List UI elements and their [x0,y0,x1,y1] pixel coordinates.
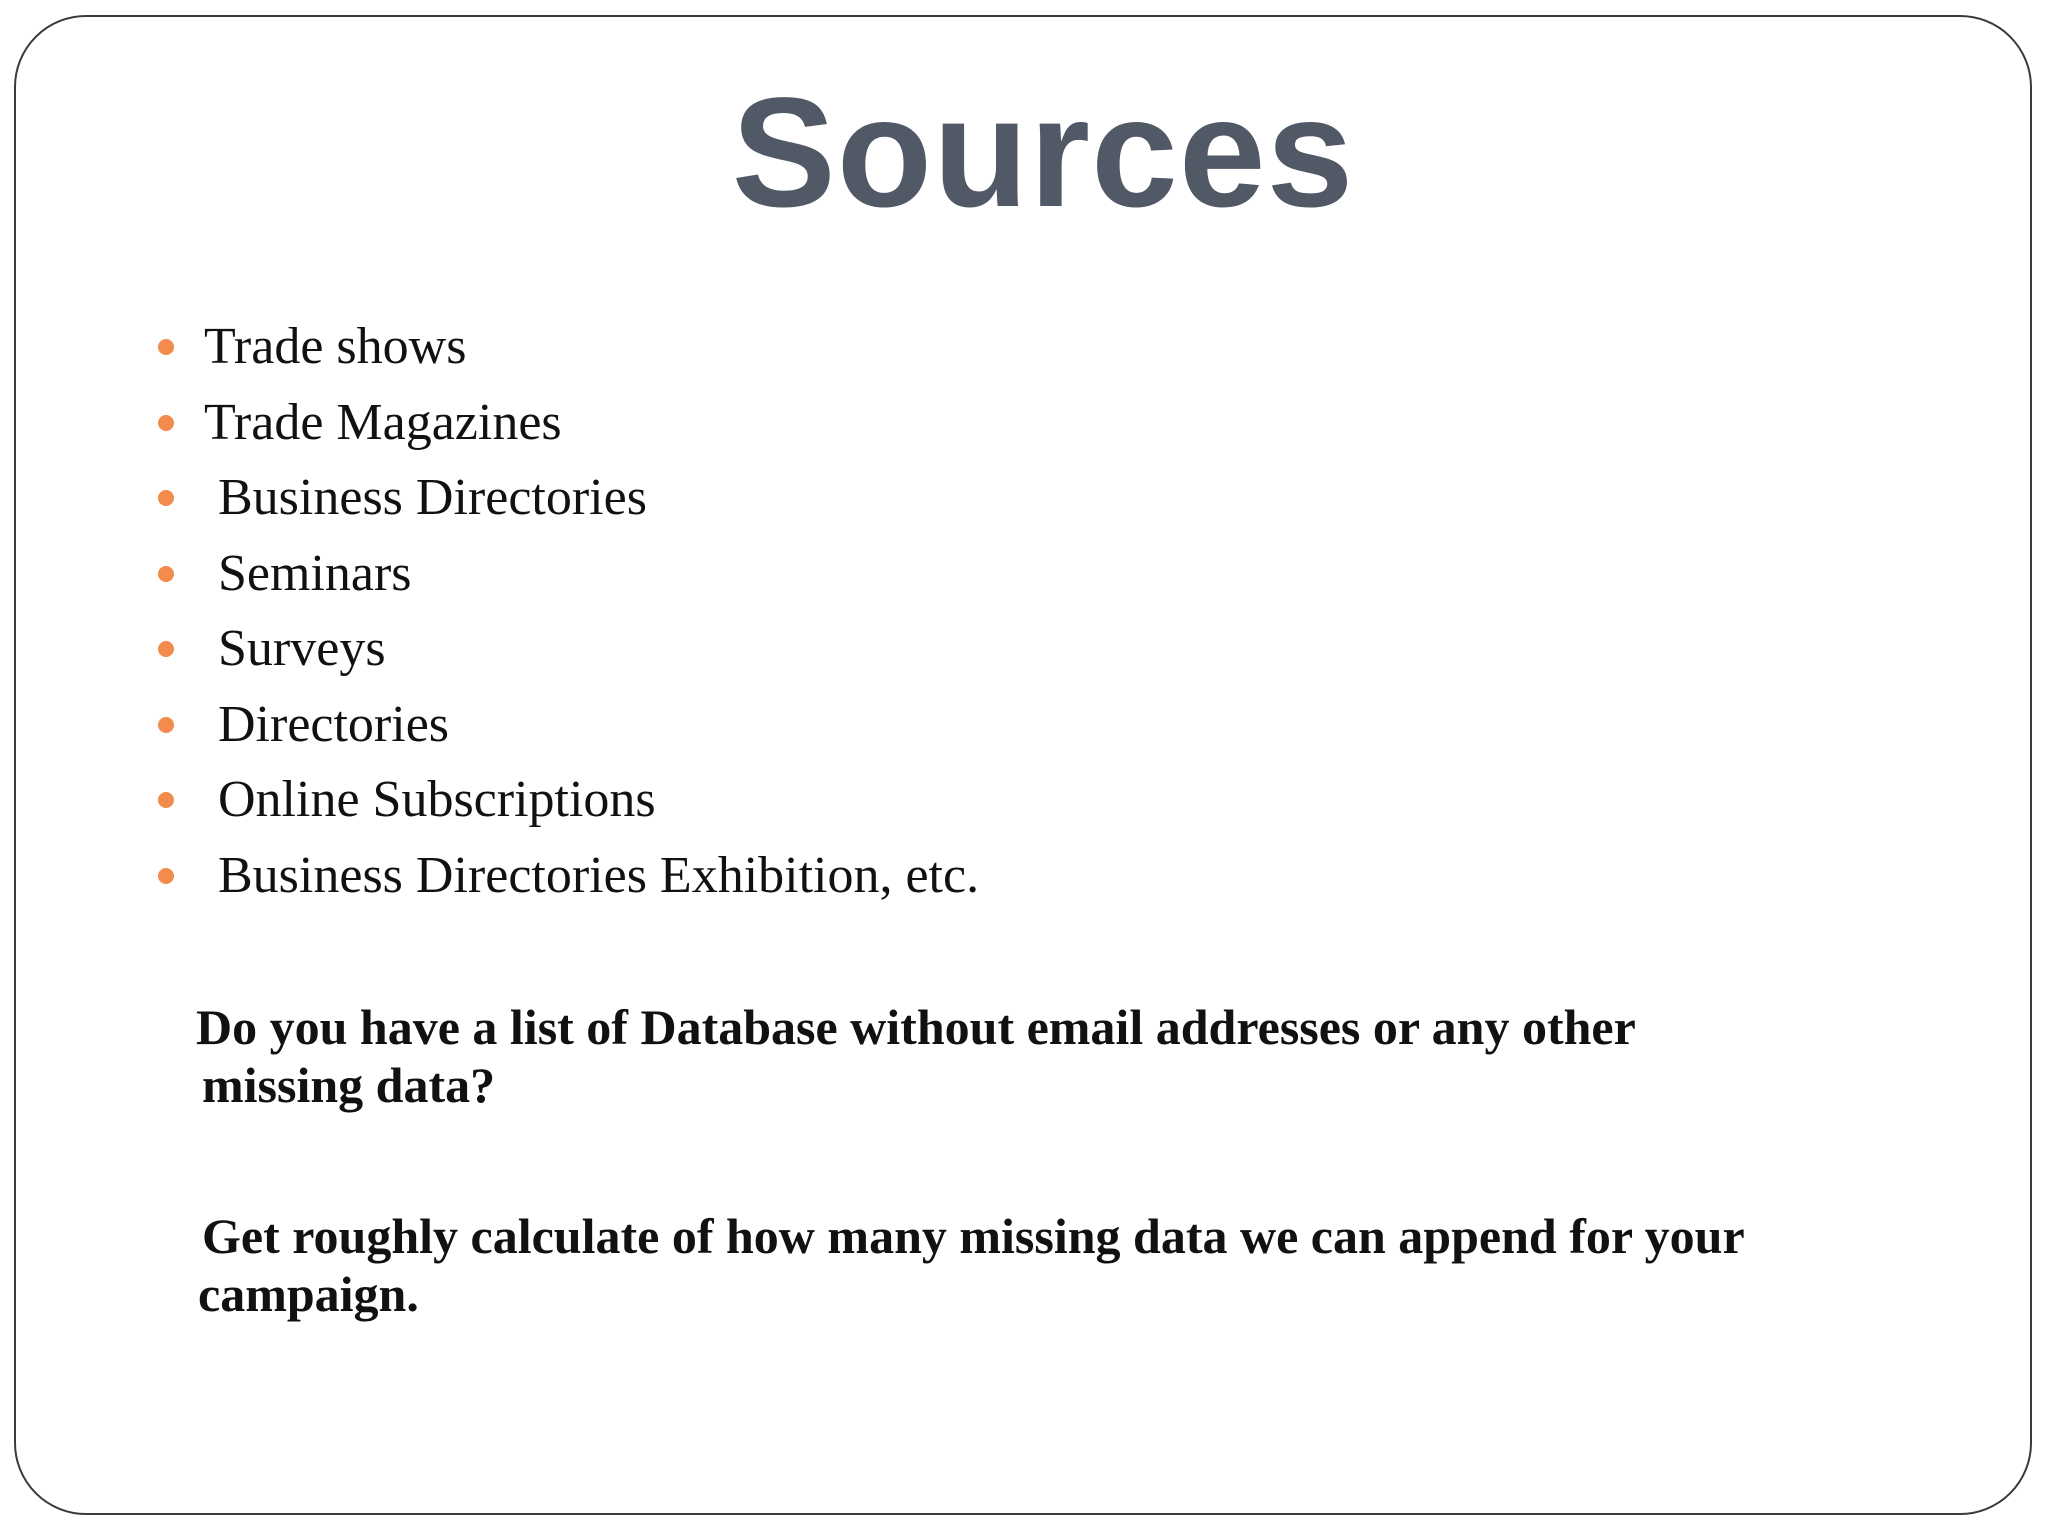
bullet-dot-icon [158,339,174,355]
database-question-paragraph [196,998,1916,1114]
bullet-dot-icon [158,717,174,733]
bullet-dot-icon [158,566,174,582]
bullet-dot-icon [158,415,174,431]
bullet-text: Directories [218,695,450,753]
bullet-dot-icon [158,490,174,506]
paragraph-line: missing data? [202,1057,496,1113]
bullet-dot-icon [158,641,174,657]
paragraph-line: Do you have a list of Database without email addresses or any other [196,999,1636,1055]
bullet-dot-icon [158,868,174,884]
calculate-paragraph [198,1207,1942,1323]
bullet-text: Trade Magazines [204,393,562,451]
bullet-text: Online Subscriptions [218,771,656,828]
paragraph-line: Get roughly calculate of how many missing data we can append for your [202,1208,1745,1264]
bullet-text: Business Directories [218,469,647,526]
slide [14,15,2032,1515]
bullet-text: Surveys [218,620,386,677]
bullet-dot-icon [158,792,174,808]
slide-title: Sources [731,66,1355,240]
bullet-text: Trade shows [204,318,467,375]
bullet-text: Business Directories Exhibition, etc. [218,846,980,904]
bullet-text: Seminars [218,544,412,602]
paragraph-line: campaign. [198,1266,419,1322]
